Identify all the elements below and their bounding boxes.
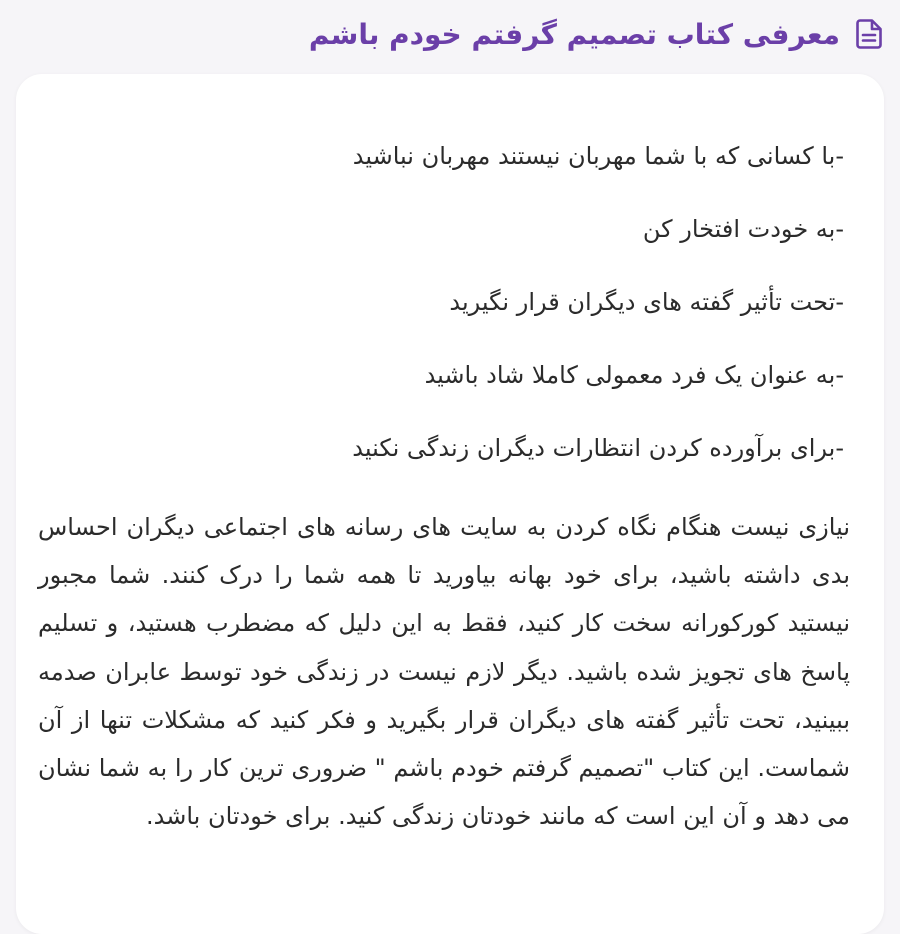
list-item: -با کسانی که با شما مهربان نیستند مهربان نباشید [352, 142, 844, 170]
bullet-list [60, 138, 844, 503]
header-bar [0, 0, 900, 68]
list-item: -تحت تأثیر گفته های دیگران قرار نگیرید [449, 288, 844, 316]
document-icon [852, 17, 886, 51]
list-item: -به عنوان یک فرد معمولی کاملا شاد باشید [424, 361, 844, 389]
page-title: معرفی کتاب تصمیم گرفتم خودم باشم [308, 17, 840, 51]
list-item: -برای برآورده کردن انتظارات دیگران زندگی نکنید [352, 434, 844, 462]
list-item: -به خودت افتخار کن [642, 215, 844, 243]
description-paragraph: نیازی نیست هنگام نگاه کردن به سایت های رسانه های اجتماعی دیگران احساس بدی داشته باشید، برای خود بهانه بیاورید تا همه شما را درک کنند. شما مجبور نیستید کورکورانه سخت کار کنید، فقط به این دلیل که مضطرب هستید، و تسلیم پاسخ های تجویز شده باشید. دیگر لازم نیست در زندگی خود توسط عابران صدمه ببینید، تحت تأثیر گفته های دیگران قرار بگیرید و فکر کنید که مشکلات تنها از آن شماست. این کتاب "تصمیم گرفتم خودم باشم " ضروری ترین کار را به شما نشان می دهد و آن این است که مانند خودتان زندگی کنید. برای خودتان باشد. [38, 513, 850, 831]
